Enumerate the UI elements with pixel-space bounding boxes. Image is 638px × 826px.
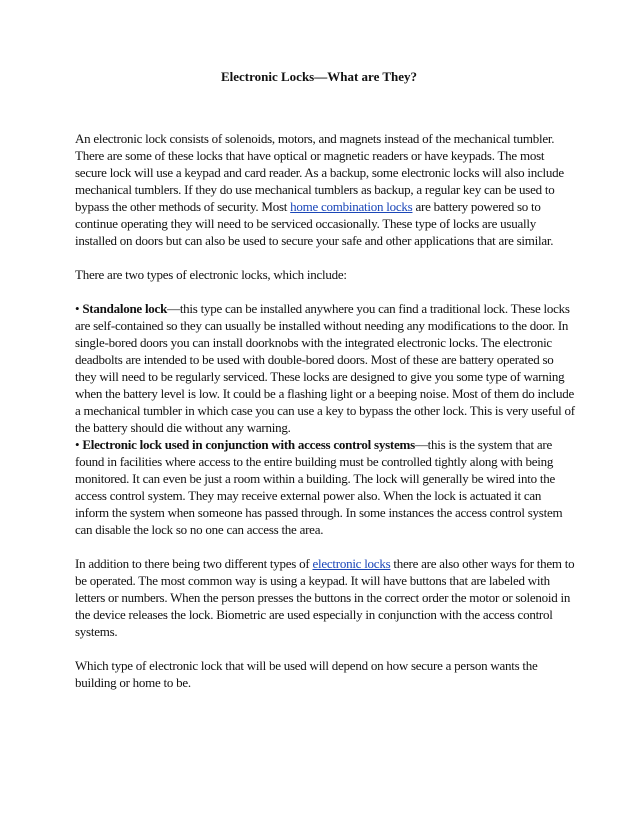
- home-combination-locks-link[interactable]: home combination locks: [290, 199, 413, 214]
- document-body: [75, 130, 575, 708]
- bullet: •: [75, 437, 83, 452]
- document-title: Electronic Locks—What are They?: [220, 69, 418, 84]
- list-item-standalone-lock: [75, 300, 575, 436]
- electronic-locks-link[interactable]: electronic locks: [312, 556, 391, 571]
- paragraph-types-intro: There are two types of electronic locks, which include:: [75, 267, 347, 282]
- paragraph-operation-text-start: In addition to there being two different types of: [75, 556, 313, 571]
- list-item-access-control-lock: [75, 436, 575, 538]
- term-standalone-lock: Standalone lock: [82, 301, 168, 316]
- access-control-lock-description: —this is the system that are found in facilities where access to the entire building must be controlled tightly along with being monitored. It can even be just a room within a building. The lock will generally be wired into the access control system. They may receive external power also. When the lock is actuated it can inform the system when someone has passed through. In some instances the access control system can disable the lock so no one can access the area.: [75, 437, 563, 537]
- paragraph-intro-text-start: An electronic lock consists of solenoids, motors, and magnets instead of the mechanical tumbler. There are some of these locks that have optical or magnetic readers or have keypads. The most secure lock will use a keypad and card reader. As a backup, some electronic locks will also include mechanical tumblers. If they do use mechanical tumblers as backup, a regular key can be used to bypass the other methods of security. Most: [75, 131, 564, 214]
- paragraph-conclusion: Which type of electronic lock that will be used will depend on how secure a person wants the building or home to be.: [75, 658, 538, 690]
- bullet: •: [75, 301, 83, 316]
- standalone-lock-description: —this type can be installed anywhere you can find a traditional lock. These locks are self-contained so they can usually be installed without needing any modifications to the door. In single-bored doors you can install doorknobs with the integrated electronic locks. The electronic deadbolts are intended to be used with double-bored doors. Most of these are battery operated so they will need to be regularly serviced. These locks are designed to give you some type of warning when the battery level is low. It could be a flashing light or a beeping noise. Most of them do include a mechanical tumbler in which case you can use a key to bypass the other lock. This is very useful of the battery should die without any warning.: [75, 301, 575, 435]
- paragraph-operation: [75, 555, 575, 640]
- paragraph-intro-text-end: are battery powered so to continue operating they will need to be serviced occasionally. These type of locks are usually installed on doors but can also be used to secure your safe and other applications that are similar.: [75, 199, 554, 248]
- term-access-control-lock: Electronic lock used in conjunction with access control systems: [82, 437, 415, 452]
- paragraph-operation-text-end: there are also other ways for them to be operated. The most common way is using a keypad. It will have buttons that are labeled with letters or numbers. When the person presses the buttons in the correct order the motor or solenoid in the device releases the lock. Biometric are used especially in conjunction with the access control systems.: [75, 556, 575, 639]
- paragraph-intro: [75, 130, 575, 249]
